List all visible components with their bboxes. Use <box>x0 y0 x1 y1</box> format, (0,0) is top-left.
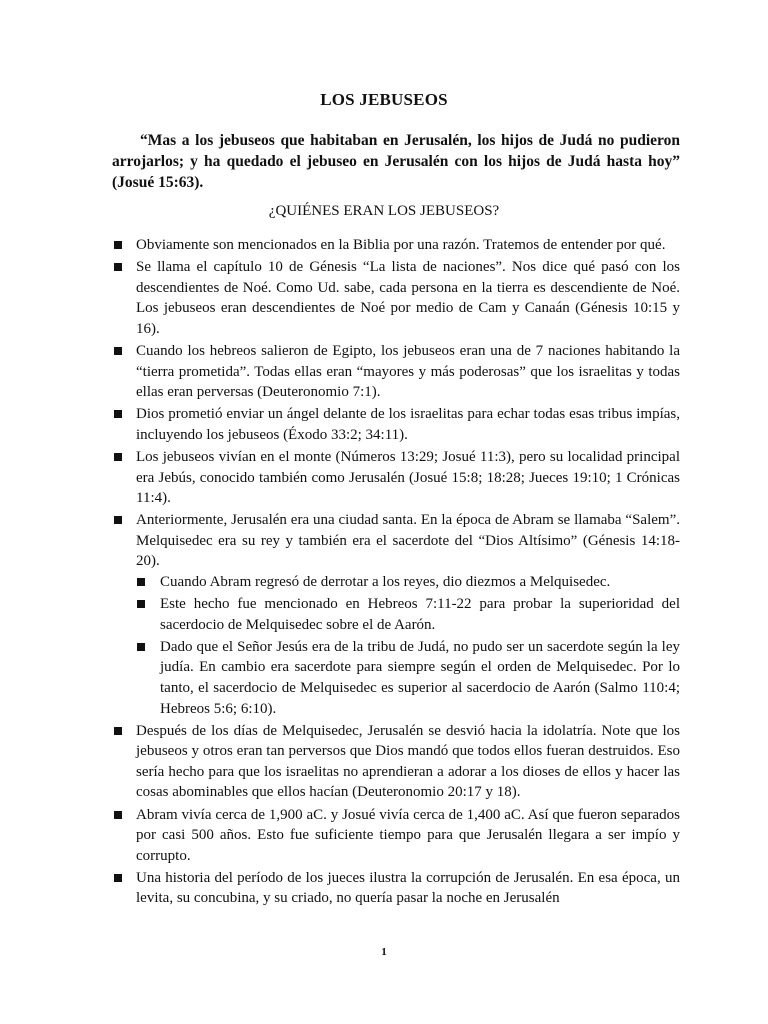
bullet-list <box>112 235 680 911</box>
opening-quote: “Mas a los jebuseos que habitaban en Jerusalén, los hijos de Judá no pudieron arrojarlos; y ha quedado el jebuseo en Jerusalén con los hijos de Judá hasta hoy” (Josué 15:63). <box>112 132 680 191</box>
list-item-text: Los jebuseos vivían en el monte (Números 13:29; Josué 11:3), pero su localidad principal era Jebús, conocido también como Jerusalén (Josué 15:8; 18:28; Jueces 19:10; 1 Crónicas 11:4). <box>136 448 680 507</box>
sub-list-item <box>136 594 680 635</box>
page-number: 1 <box>381 946 387 958</box>
list-item-text: Cuando los hebreos salieron de Egipto, los jebuseos eran una de 7 naciones habitando la “tierra prometida”. Todas ellas eran “mayores y más poderosas” que los israelitas y todas ellas eran perversas (Deuteronomio 7:1). <box>136 342 680 401</box>
sub-list-item <box>136 572 680 593</box>
square-bullet-icon <box>114 516 122 524</box>
list-item <box>112 805 680 867</box>
list-item-text: Obviamente son mencionados en la Biblia por una razón. Tratemos de entender por qué. <box>136 237 666 253</box>
list-item <box>112 341 680 403</box>
section-subtitle: ¿QUIÉNES ERAN LOS JEBUSEOS? <box>268 203 500 219</box>
list-item <box>112 404 680 445</box>
list-item <box>112 868 680 909</box>
list-item-text: Abram vivía cerca de 1,900 aC. y Josué vivía cerca de 1,400 aC. Así que fueron separados por casi 500 años. Esto fue suficiente tiempo para que Jerusalén llegara a ser impío y corrupto. <box>136 806 680 864</box>
list-item <box>112 721 680 803</box>
list-item-text: Se llama el capítulo 10 de Génesis “La lista de naciones”. Nos dice qué pasó con los descendientes de Noé. Como Ud. sabe, cada persona en la tierra es descendiente de Noé. Los jebuseos eran descendientes de Noé por medio de Cam y Canaán (Génesis 10:15 y 16). <box>136 259 680 337</box>
sub-list-item-text: Cuando Abram regresó de derrotar a los reyes, dio diezmos a Melquisedec. <box>160 574 611 590</box>
square-bullet-icon <box>114 241 122 249</box>
square-bullet-icon <box>114 874 122 882</box>
list-item <box>112 257 680 339</box>
sub-bullet-list <box>136 572 680 719</box>
list-item-text: Una historia del período de los jueces ilustra la corrupción de Jerusalén. En esa época, un levita, su concubina, y su criado, no quería pasar la noche en Jerusalén <box>136 869 680 907</box>
square-bullet-icon <box>114 410 122 418</box>
list-item <box>112 235 680 256</box>
list-item-text: Anteriormente, Jerusalén era una ciudad santa. En la época de Abram se llamaba “Salem”. Melquisedec era su rey y también era el sacerdote del “Dios Altísimo” (Génesis 14:18-20). <box>136 512 680 570</box>
square-bullet-icon <box>114 811 122 819</box>
page-title: LOS JEBUSEOS <box>320 90 448 109</box>
sub-list-item-text: Este hecho fue mencionado en Hebreos 7:11-22 para probar la superioridad del sacerdocio de Melquisedec sobre el de Aarón. <box>160 596 680 633</box>
square-bullet-icon <box>137 643 145 651</box>
square-bullet-icon <box>114 727 122 735</box>
square-bullet-icon <box>137 600 145 608</box>
list-item-text: Después de los días de Melquisedec, Jerusalén se desvió hacia la idolatría. Note que los jebuseos y otros eran tan perversos que Dios mandó que todos ellos fueran destruidos. Eso sería hecho para que los israelitas no aprendieran a adorar a los dioses de ellos y hacer las cosas abominables que ellos hacían (Deuteronomio 20:17 y 18). <box>136 722 680 801</box>
list-item <box>112 510 680 719</box>
list-item <box>112 447 680 509</box>
square-bullet-icon <box>114 263 122 271</box>
list-item-text: Dios prometió enviar un ángel delante de los israelitas para echar todas esas tribus impías, incluyendo los jebuseos (Éxodo 33:2; 34:11). <box>136 406 680 443</box>
square-bullet-icon <box>114 347 122 355</box>
sub-list-item <box>136 637 680 719</box>
square-bullet-icon <box>114 453 122 461</box>
sub-list-item-text: Dado que el Señor Jesús era de la tribu de Judá, no pudo ser un sacerdote según la ley judía. En cambio era sacerdote para siempre según el orden de Melquisedec. Por lo tanto, el sacerdocio de Melquisedec es superior al sacerdocio de Aarón (Salmo 110:4; Hebreos 5:6; 6:10). <box>160 638 680 717</box>
square-bullet-icon <box>137 578 145 586</box>
